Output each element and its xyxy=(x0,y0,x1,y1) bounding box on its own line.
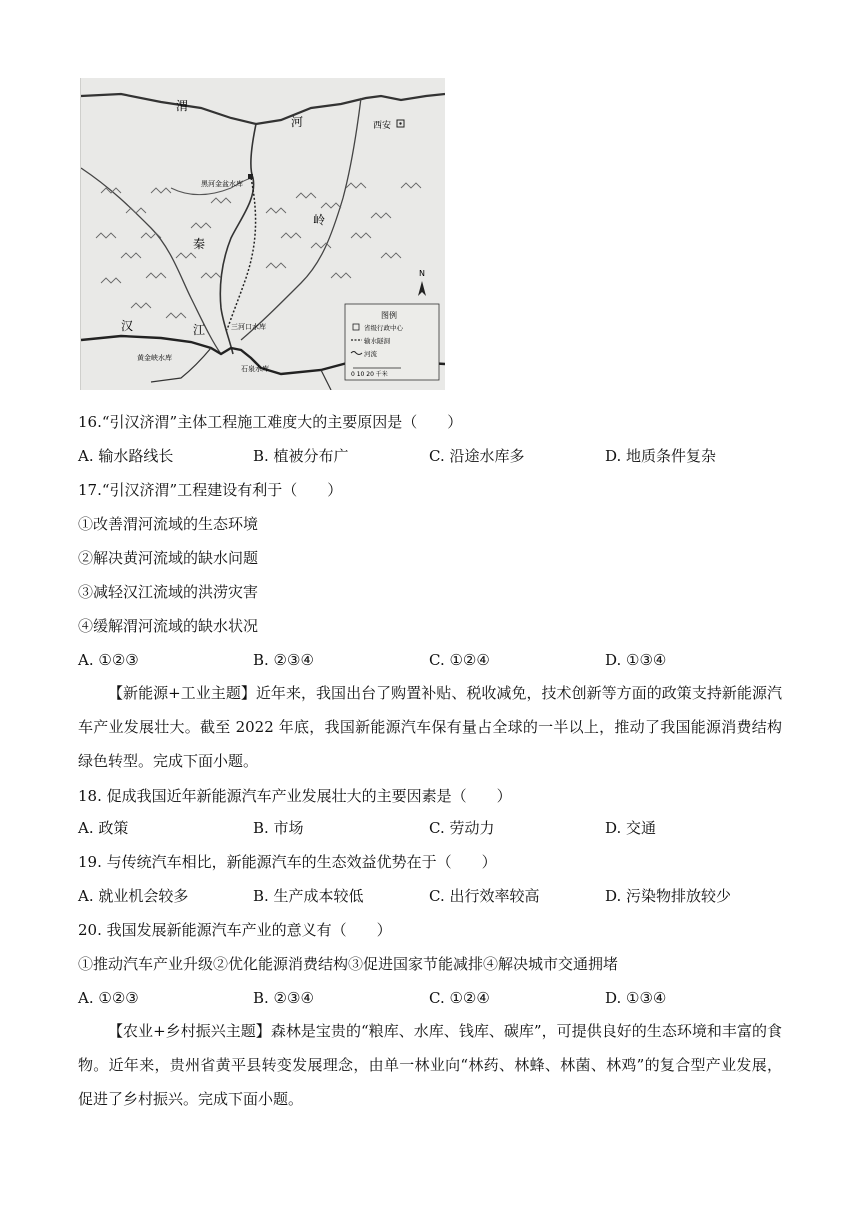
mountain-symbols xyxy=(96,183,421,318)
legend-river-label: 河流 xyxy=(364,350,377,358)
tributary-2 xyxy=(321,370,331,390)
north-arrow-label: N xyxy=(419,269,425,278)
q17-option-c[interactable]: C. ①②④ xyxy=(429,651,490,669)
q17-option-d[interactable]: D. ①③④ xyxy=(605,651,667,669)
north-arrow-icon xyxy=(418,281,426,296)
q17-option-a[interactable]: A. ①②③ xyxy=(78,651,139,669)
question-18-stem: 18. 促成我国近年新能源汽车产业发展壮大的主要因素是（ ） xyxy=(78,787,512,805)
wei-river xyxy=(81,94,445,124)
passage-new-energy: 【新能源+工业主题】近年来，我国出台了购置补贴、税收减免，技术创新等方面的政策支持新能源汽车产业发展壮大。截至 2022 年底，我国新能源汽车保有量占全球的一半以上，推动了我国能源消费结构绿色转型。完成下面小题。 xyxy=(78,684,782,770)
q17-item-4: ④缓解渭河流域的缺水状况 xyxy=(78,617,259,635)
legend-tunnel-label: 输水隧洞 xyxy=(364,337,390,345)
map-label-qin: 秦 xyxy=(193,237,206,251)
map-label-shiquan: 石泉水库 xyxy=(241,365,269,373)
q16-option-a[interactable]: A. 输水路线长 xyxy=(78,447,174,465)
q16-option-c[interactable]: C. 沿途水库多 xyxy=(429,447,525,465)
heihe-river xyxy=(220,124,256,354)
legend-capital-label: 省级行政中心 xyxy=(364,324,403,332)
q19-option-a[interactable]: A. 就业机会较多 xyxy=(78,887,189,905)
boundary-line-2 xyxy=(241,98,361,340)
map-label-jinpen: 黑河金盆水库 xyxy=(201,180,243,188)
map-label-huangjinxia: 黄金峡水库 xyxy=(137,354,172,362)
map-label-he: 河 xyxy=(291,115,304,129)
q20-option-b[interactable]: B. ②③④ xyxy=(253,989,314,1007)
map-label-xian: 西安 xyxy=(373,121,392,131)
passage-agriculture: 【农业+乡村振兴主题】森林是宝贵的“粮库、水库、钱库、碳库”，可提供良好的生态环境和丰富的食物。近年来，贵州省黄平县转变发展理念，由单一林业向“林药、林蜂、林菌、林鸡”的复合型产业发展，促进了乡村振兴。完成下面小题。 xyxy=(78,1022,782,1108)
q18-option-c[interactable]: C. 劳动力 xyxy=(429,819,495,837)
q18-option-b[interactable]: B. 市场 xyxy=(253,819,304,837)
map-label-ling: 岭 xyxy=(313,213,326,227)
map-label-wei: 渭 xyxy=(176,99,189,113)
q17-item-1: ①改善渭河流域的生态环境 xyxy=(78,515,259,533)
question-17-stem: 17.“引汉济渭”工程建设有利于（ ） xyxy=(78,481,343,499)
q16-option-d[interactable]: D. 地质条件复杂 xyxy=(605,447,717,465)
map-figure xyxy=(80,78,445,390)
q17-item-3: ③减轻汉江流域的洪涝灾害 xyxy=(78,583,259,601)
q18-option-d[interactable]: D. 交通 xyxy=(605,819,657,837)
map-legend xyxy=(345,304,439,380)
q20-option-c[interactable]: C. ①②④ xyxy=(429,989,490,1007)
legend-scale: 0 10 20 千米 xyxy=(351,371,388,378)
q20-option-a[interactable]: A. ①②③ xyxy=(78,989,139,1007)
legend-title: 图例 xyxy=(381,311,397,320)
jinpen-reservoir-marker xyxy=(248,174,253,179)
q18-option-a[interactable]: A. 政策 xyxy=(78,819,129,837)
tunnel-line xyxy=(227,178,256,330)
question-20-stem: 20. 我国发展新能源汽车产业的意义有（ ） xyxy=(78,921,392,939)
q17-item-2: ②解决黄河流域的缺水问题 xyxy=(78,549,259,567)
map-label-sanhekou: 三河口水库 xyxy=(231,323,266,331)
question-19-stem: 19. 与传统汽车相比，新能源汽车的生态效益优势在于（ ） xyxy=(78,853,497,871)
map-label-jiang: 江 xyxy=(193,323,206,337)
map-svg xyxy=(81,78,445,390)
q16-option-b[interactable]: B. 植被分布广 xyxy=(253,447,349,465)
q20-option-d[interactable]: D. ①③④ xyxy=(605,989,667,1007)
map-label-han: 汉 xyxy=(121,319,134,333)
q20-items: ①推动汽车产业升级②优化能源消费结构③促进国家节能减排④解决城市交通拥堵 xyxy=(78,955,619,973)
question-16-stem: 16.“引汉济渭”主体工程施工难度大的主要原因是（ ） xyxy=(78,413,463,431)
q19-option-d[interactable]: D. 污染物排放较少 xyxy=(605,887,732,905)
q19-option-b[interactable]: B. 生产成本较低 xyxy=(253,887,364,905)
q17-option-b[interactable]: B. ②③④ xyxy=(253,651,314,669)
q19-option-c[interactable]: C. 出行效率较高 xyxy=(429,887,540,905)
